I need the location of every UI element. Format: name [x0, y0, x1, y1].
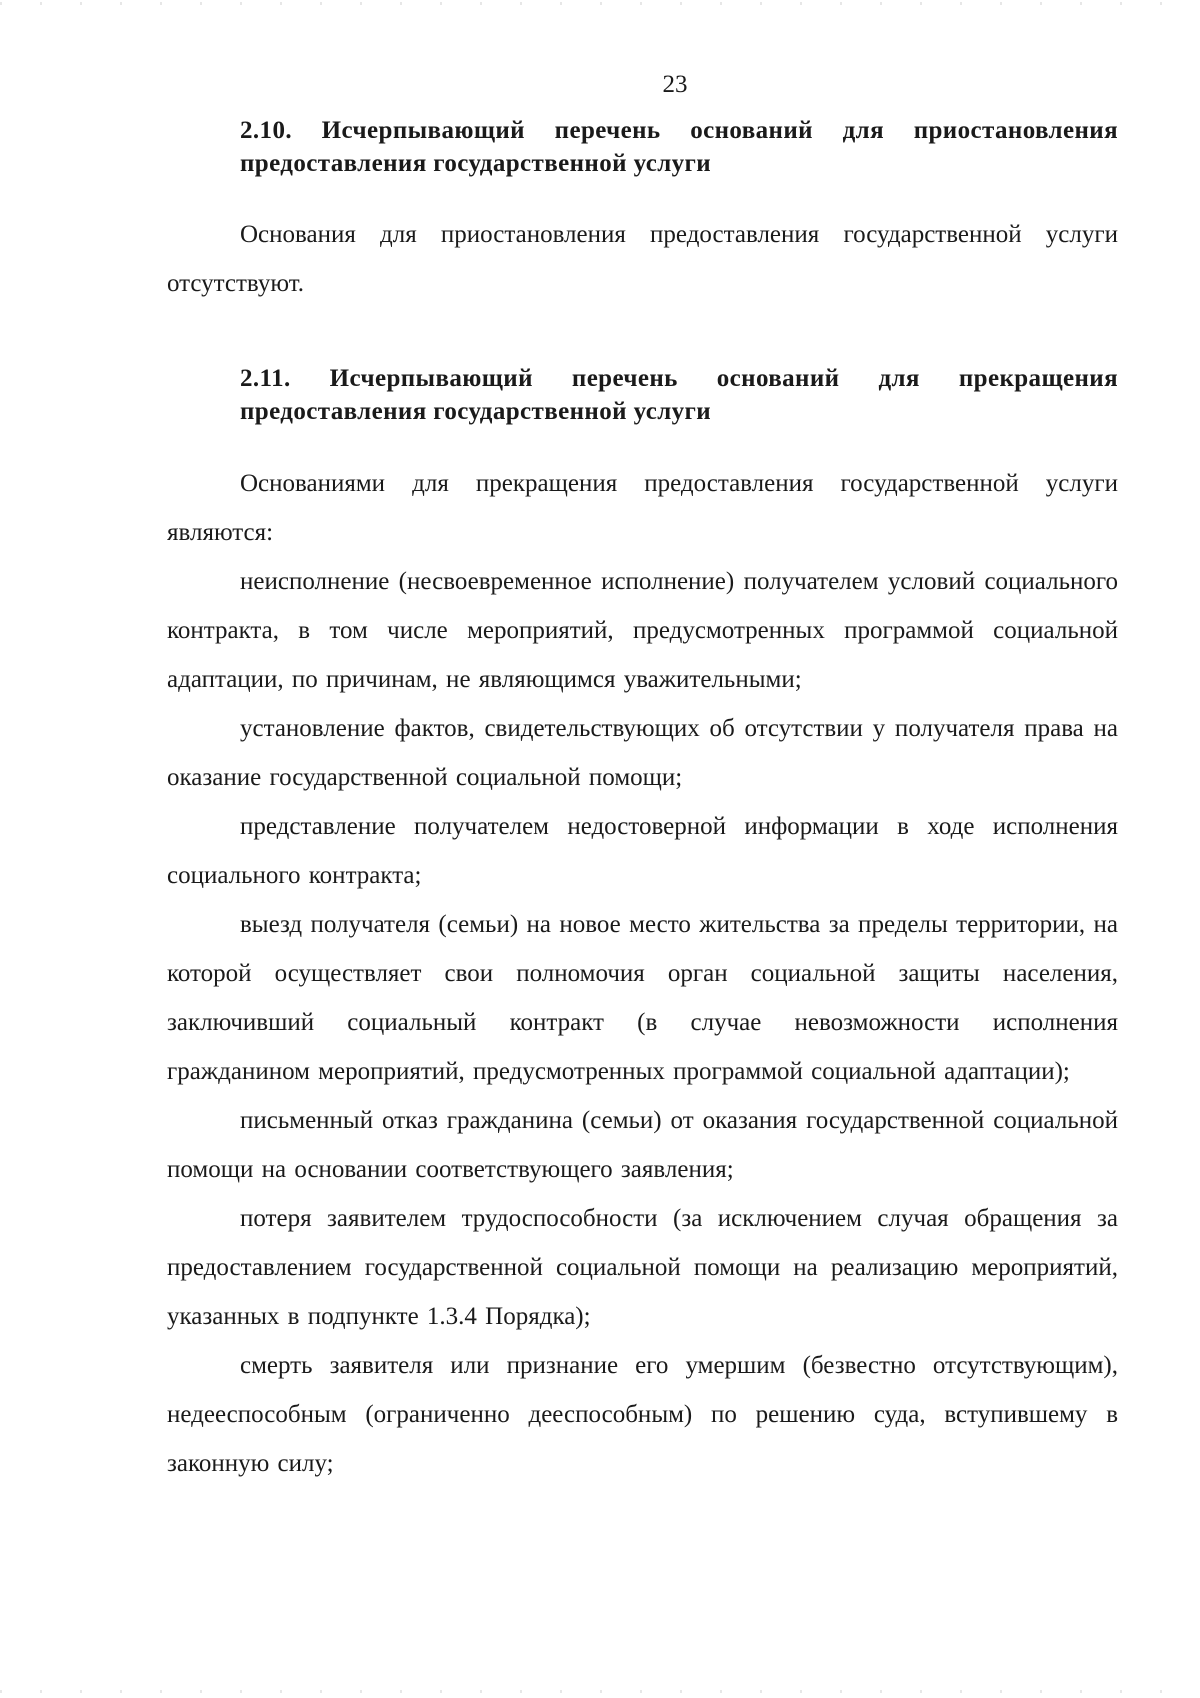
scan-artifact-top — [0, 2, 1200, 5]
document-body — [167, 114, 1118, 1488]
heading-line: предоставления государственной услуги — [240, 398, 712, 425]
paragraph: Основания для приостановления предоставления государственной услуги отсутствуют. — [167, 221, 1118, 297]
page-number: 23 — [662, 71, 688, 98]
heading-line: 2.10. Исчерпывающий перечень оснований для приостановления — [240, 117, 1118, 144]
scan-artifact-bottom — [0, 1690, 1200, 1693]
paragraph: письменный отказ гражданина (семьи) от оказания государственной социальной помощи на основании соответствующего заявления; — [167, 1107, 1118, 1183]
section-heading-2-10 — [240, 114, 1118, 180]
paragraph: потеря заявителем трудоспособности (за исключением случая обращения за предоставлением государственной социальной помощи на реализацию мероприятий, указанных в подпункте 1.3.4 Порядка); — [167, 1205, 1118, 1330]
heading-line: 2.11. Исчерпывающий перечень оснований для прекращения — [240, 365, 1118, 392]
paragraph: смерть заявителя или признание его умершим (безвестно отсутствующим), недееспособным (ограниченно дееспособным) по решению суда, вступившему в законную силу; — [167, 1352, 1118, 1477]
paragraph: Основаниями для прекращения предоставления государственной услуги являются: — [167, 470, 1118, 546]
heading-line: предоставления государственной услуги — [240, 150, 712, 177]
paragraph: представление получателем недостоверной информации в ходе исполнения социального контракта; — [167, 813, 1118, 889]
section-heading-2-11 — [240, 362, 1118, 428]
paragraph: неисполнение (несвоевременное исполнение) получателем условий социального контракта, в том числе мероприятий, предусмотренных программой социальной адаптации, по причинам, не являющимся уважительными; — [167, 568, 1118, 693]
paragraph: выезд получателя (семьи) на новое место жительства за пределы территории, на которой осуществляет свои полномочия орган социальной защиты населения, заключивший социальный контракт (в случае невозможности исполнения гражданином мероприятий, предусмотренных программой социальной адаптации); — [167, 911, 1118, 1085]
paragraph: установление фактов, свидетельствующих об отсутствии у получателя права на оказание государственной социальной помощи; — [167, 715, 1118, 791]
